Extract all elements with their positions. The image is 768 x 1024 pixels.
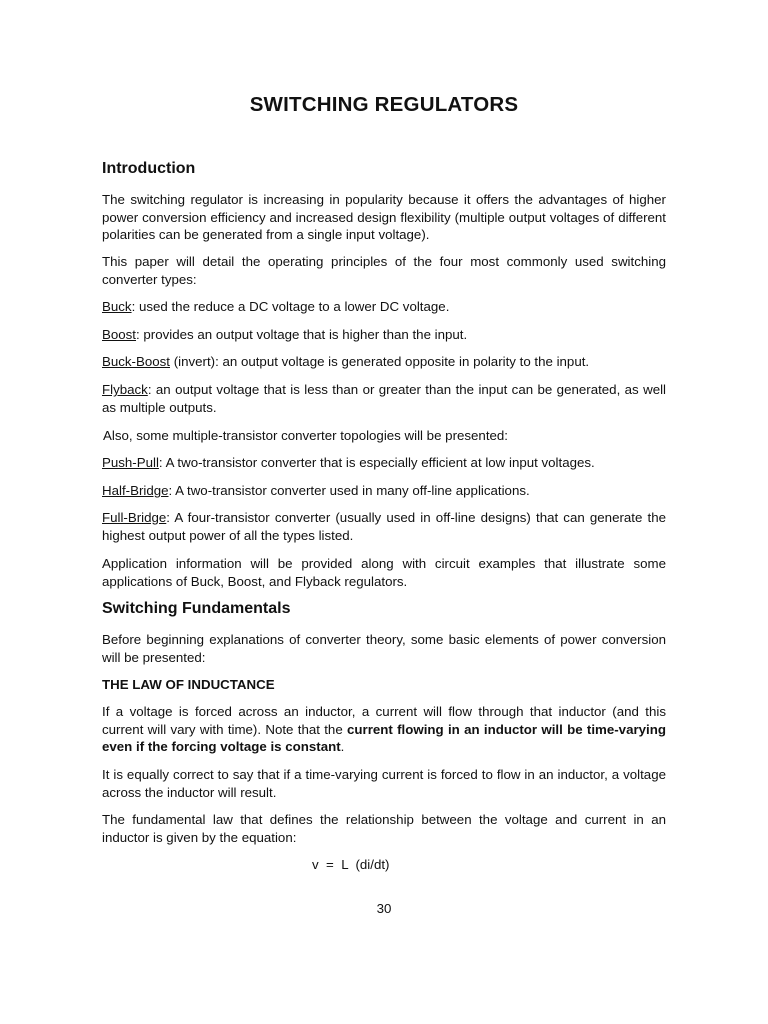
fundamentals-paragraph-3: It is equally correct to say that if a time-varying current is forced to flow in an inductor, a voltage across the inductor will result. — [102, 767, 666, 800]
intro-paragraph-2: This paper will detail the operating principles of the four most commonly used switching converter types: — [102, 254, 666, 287]
page-title: SWITCHING REGULATORS — [249, 93, 519, 116]
converter-full-bridge — [102, 509, 666, 544]
converter-half-bridge — [102, 482, 666, 500]
law-text: If a voltage is forced across an inductor, a current will flow through that inductor (and this current will vary with time). Note that the — [102, 704, 666, 737]
converter-push-pull — [102, 454, 666, 472]
desc-buck: : used the reduce a DC voltage to a lower DC voltage. — [131, 299, 450, 314]
desc-half-bridge: : A two-transistor converter used in many off-line applications. — [168, 483, 530, 498]
term-buck-boost: Buck-Boost — [102, 354, 170, 369]
section-heading-introduction: Introduction — [102, 160, 196, 177]
fundamentals-paragraph-2 — [102, 703, 666, 756]
converter-buck — [102, 298, 666, 316]
intro-paragraph-1: The switching regulator is increasing in popularity because it offers the advantages of higher power conversion efficiency and increased design flexibility (multiple output voltages of different polarities can be generated from a single input voltage). — [102, 192, 666, 242]
converter-flyback — [102, 381, 666, 416]
term-flyback: Flyback — [102, 382, 148, 397]
term-half-bridge: Half-Bridge — [102, 483, 169, 498]
desc-full-bridge: : A four-transistor converter (usually used in off-line designs) that can generate the highest output power of all the types listed. — [102, 510, 666, 543]
converter-buck-boost — [102, 353, 666, 371]
desc-push-pull: : A two-transistor converter that is especially efficient at low input voltages. — [158, 455, 595, 470]
converter-boost — [102, 326, 666, 344]
section-heading-switching-fundamentals: Switching Fundamentals — [102, 600, 291, 617]
term-full-bridge: Full-Bridge — [102, 510, 167, 525]
law-text-end: . — [340, 739, 345, 754]
fundamentals-paragraph-1: Before beginning explanations of converter theory, some basic elements of power conversion will be presented: — [102, 632, 666, 665]
intro-paragraph-4: Application information will be provided along with circuit examples that illustrate some applications of Buck, Boost, and Flyback regulators. — [102, 556, 666, 589]
term-push-pull: Push-Pull — [102, 455, 159, 470]
intro-paragraph-3: Also, some multiple-transistor converter topologies will be presented: — [103, 428, 509, 443]
inductance-equation: v = L (di/dt) — [312, 857, 390, 872]
desc-buck-boost: (invert): an output voltage is generated opposite in polarity to the input. — [170, 354, 590, 369]
law-emphasis: current flowing in an inductor will be time-varying even if the forcing voltage is constant — [102, 721, 666, 754]
desc-boost: : provides an output voltage that is higher than the input. — [136, 327, 468, 342]
term-buck: Buck — [102, 299, 132, 314]
fundamentals-paragraph-4: The fundamental law that defines the relationship between the voltage and current in an inductor is given by the equation: — [102, 812, 666, 845]
term-boost: Boost — [102, 327, 137, 342]
subheading-law-of-inductance: THE LAW OF INDUCTANCE — [102, 677, 275, 692]
desc-flyback: : an output voltage that is less than or greater than the input can be generated, as well as multiple outputs. — [102, 382, 666, 415]
page-number: 30 — [376, 901, 392, 916]
